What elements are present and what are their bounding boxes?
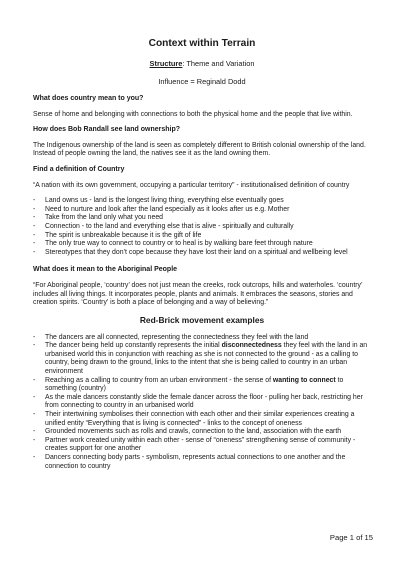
structure-value: : Theme and Variation bbox=[182, 59, 255, 68]
heading-definition-country: Find a definition of Country bbox=[33, 165, 125, 173]
list-item: - Stereotypes that they don’t cope because they have lost their land on a spiritual and wellbeing level bbox=[33, 248, 348, 256]
list-item: - As the male dancers constantly slide the female dancer across the floor - pulling her back, restricting her from connecting to country in an urbanised world bbox=[33, 393, 363, 410]
page-number: Page 1 of 15 bbox=[329, 533, 373, 542]
list-item: - Their intertwining symbolises their connection with each other and their similar experiences creating a unified entity “Everything that is living is connected” - links to the concept of oneness bbox=[33, 411, 355, 427]
definition-quote: “A nation with its own government, occupying a particular territory” - institutionalised definition of country bbox=[33, 181, 350, 189]
list-item: - Land owns us - land is the longest living thing, everything else eventually goes bbox=[33, 197, 284, 205]
text-aboriginal-meaning: “For Aboriginal people, ‘country’ does not just mean the creeks, rock outcrops, hills and waterholes. ‘country’ includes all living things. It incorporates people, plants and animals. It embraces the seasons, stories and creation spirits. ‘Country’ is both a place of belonging and a way of believing.” bbox=[33, 281, 363, 307]
document-title: Context within Terrain bbox=[148, 38, 256, 49]
section-title-redbrick: Red-Brick movement examples bbox=[139, 314, 265, 325]
list-item: - The dancer being held up constantly represents the initial disconnectedness they feel with the land in an urbanised world this in conjunction with reaching as she is not connected to the ground - as a calling to country, being drawn to the ground, links to the intent that she is being called to country in an urban environment bbox=[33, 342, 368, 376]
list-item: - The dancers are all connected, representing the connectedness they feel with the land bbox=[33, 333, 309, 341]
redbrick-bullet-list bbox=[33, 334, 371, 472]
list-item: - Need to nurture and look after the land especially as it looks after us e.g. Mother bbox=[33, 205, 290, 213]
definition-bullet-list bbox=[33, 197, 371, 257]
list-item: - Partner work created unity within each other - sense of “oneness” strengthening sense of community - creates support for one another bbox=[33, 436, 356, 453]
list-item: - The spirit is unbreakable because it is the gift of life bbox=[33, 231, 202, 239]
list-item: - Grounded movements such as rolls and crawls, connection to the land, association with the earth bbox=[33, 428, 342, 436]
text-land-ownership: The Indigenous ownership of the land is seen as completely different to British colonial ownership of the land. Instead of people owning the land, the natives see it as the land owning them. bbox=[33, 141, 366, 158]
text-country-meaning: Sense of home and belonging with connections to both the physical home and the people that live within. bbox=[33, 110, 353, 118]
page-content bbox=[33, 38, 371, 480]
list-item: - The only true way to connect to country or to heal is by walking bare feet through nature bbox=[33, 240, 313, 248]
list-item: - Connection - to the land and everything else that is alive - spiritually and culturally bbox=[33, 222, 294, 230]
list-item: - Reaching as a calling to country from an urban environment - the sense of wanting to connect to something (country) bbox=[33, 376, 344, 393]
structure-line bbox=[33, 59, 371, 68]
heading-country-meaning: What does country mean to you? bbox=[33, 95, 144, 102]
heading-land-ownership: How does Bob Randall see land ownership? bbox=[33, 126, 181, 134]
list-item: - Dancers connecting body parts - symbolism, represents actual connections to one another and the connection to country bbox=[33, 454, 346, 470]
structure-label: Structure bbox=[149, 59, 183, 68]
influence-line: Influence = Reginald Dodd bbox=[158, 77, 246, 86]
heading-aboriginal-meaning: What does it mean to the Aboriginal People bbox=[33, 266, 178, 274]
list-item: - Take from the land only what you need bbox=[33, 214, 163, 222]
